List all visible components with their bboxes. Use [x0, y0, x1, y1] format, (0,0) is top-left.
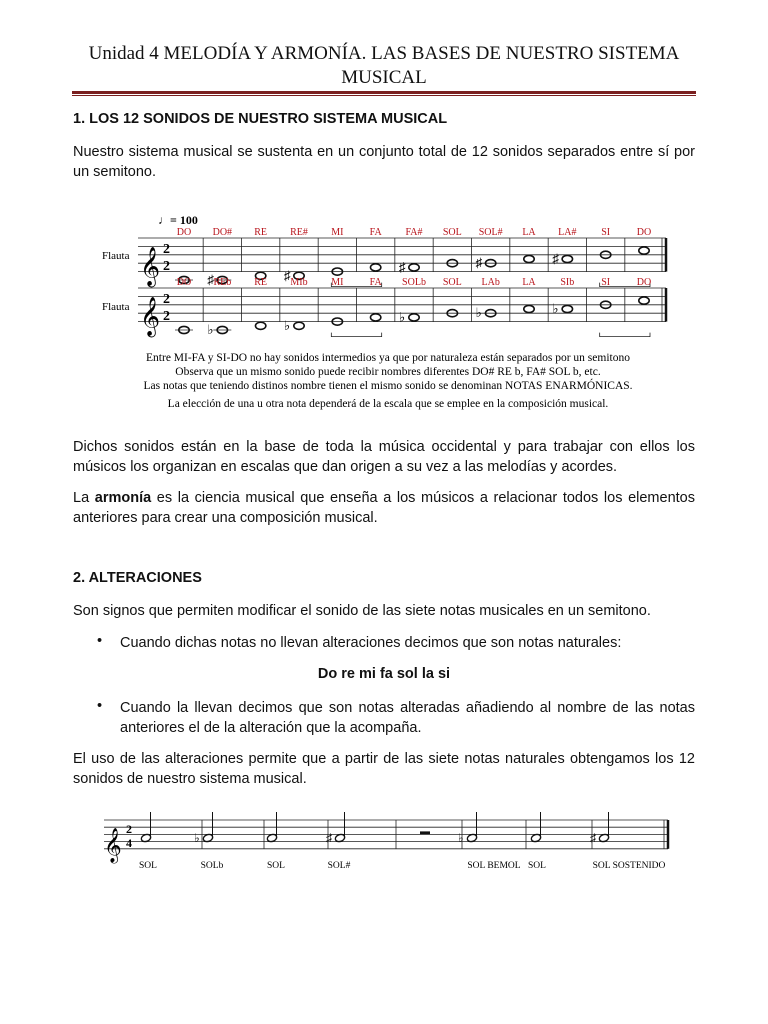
note-label: LA#: [558, 227, 577, 238]
note-label: SOLb: [200, 861, 224, 871]
accidental-icon: ♭: [475, 305, 482, 321]
armonia-term: armonía: [94, 490, 152, 506]
accidental-icon: ♭: [458, 831, 464, 845]
whole-note: [409, 264, 419, 271]
para-3-prefix: La: [73, 490, 95, 506]
note-label: RE#: [290, 227, 308, 238]
treble-clef-icon: 𝄞: [140, 248, 161, 286]
treble-clef-icon: 𝄞: [104, 828, 122, 862]
bullet-marker: •: [97, 698, 103, 714]
accidental-icon: ♭: [552, 301, 559, 316]
accidental-icon: ♯: [552, 251, 559, 266]
accidental-icon: ♯: [590, 831, 596, 845]
time-signature-top: 2: [163, 292, 170, 307]
bullet-marker: •: [97, 633, 103, 649]
note-label: DO#: [212, 227, 233, 238]
caption-line: Observa que un mismo sonido puede recibir nombres diferentes DO# RE b, FA# SOL b, etc.: [175, 366, 601, 378]
note-label: SOL BEMOL: [467, 861, 521, 871]
note-label: DO: [636, 277, 652, 288]
section2-heading: 2. ALTERACIONES: [73, 570, 202, 586]
note-label: SOLb: [402, 277, 426, 288]
tempo-mark: ♩= 100: [158, 213, 198, 227]
whole-note: [639, 297, 649, 304]
accidental-icon: ♭: [284, 317, 291, 333]
semitone-bracket: [331, 333, 381, 337]
accidental-icon: ♭: [399, 309, 406, 325]
natural-notes: Do re mi fa sol la si: [317, 666, 451, 682]
title-rule-thin: [72, 95, 696, 96]
note-label: FA#: [405, 227, 423, 238]
accidental-icon: ♯: [284, 267, 291, 283]
note-label: DO: [176, 277, 192, 288]
note-label: SIb: [560, 277, 575, 288]
note-label: FA: [369, 277, 382, 288]
whole-note: [370, 264, 380, 271]
note-label: MI: [331, 227, 344, 238]
note-label: MIb: [290, 277, 308, 288]
para-3-suffix: es la ciencia musical que enseña a los músicos a relacionar todos los elementos anteriores para crear una composición musical.: [73, 490, 695, 526]
accidental-icon: ♯: [207, 272, 214, 287]
section1-para: Nuestro sistema musical se sustenta en un conjunto total de 12 sonidos separados entre sí por un semitono.: [73, 144, 695, 180]
half-rest-icon: [420, 831, 430, 834]
whole-note: [639, 247, 649, 254]
note-label: SOL SOSTENIDO: [592, 861, 666, 871]
whole-note: [562, 255, 572, 262]
note-label: LA: [522, 227, 536, 238]
semitone-bracket: [600, 333, 650, 337]
note-label: SOL#: [478, 227, 503, 238]
section2-para-2: El uso de las alteraciones permite que a partir de las siete notas naturales obtengamos los 12 sonidos de nuestro sistema musical.: [73, 751, 695, 787]
page-title: Unidad 4 MELODÍA Y ARMONÍA. LAS BASES DE NUESTRO SISTEMA MUSICAL: [88, 43, 680, 88]
title-rule: [72, 91, 696, 94]
time-signature-top: 2: [163, 242, 170, 257]
note-label: DO: [176, 227, 192, 238]
bullet-2: Cuando la llevan decimos que son notas alteradas añadiendo al nombre de las notas anteriores el de la alteración que la acompaña.: [120, 700, 695, 736]
para-3: [73, 488, 695, 528]
note-label: SOL: [528, 861, 546, 871]
accidental-icon: ♯: [475, 255, 483, 271]
whole-note: [255, 322, 265, 329]
whole-note: [370, 314, 380, 321]
bullet-1: Cuando dichas notas no llevan alteraciones decimos que son notas naturales:: [120, 635, 622, 651]
para-2: Dichos sonidos están en la base de toda la música occidental y para trabajar con ellos los músicos los organizan en escalas que dan origen a su vez a las melodías y acordes.: [73, 439, 695, 475]
section2-para: Son signos que permiten modificar el sonido de las siete notas musicales en un semitono.: [73, 603, 651, 619]
accidental-icon: ♯: [326, 831, 332, 845]
section1-heading: 1. LOS 12 SONIDOS DE NUESTRO SISTEMA MUSICAL: [73, 111, 448, 127]
accidental-icon: ♭: [194, 831, 200, 845]
score-caption: [143, 352, 632, 410]
instrument-label-1: Flauta: [102, 250, 130, 262]
whole-note: [409, 314, 419, 321]
caption-line: La elección de una u otra nota dependerá de la escala que se emplee en la composición musical.: [167, 398, 609, 410]
note-label: LA: [522, 277, 536, 288]
note-label: RE: [254, 277, 268, 288]
note-label: SOL: [442, 227, 462, 238]
note-label: SI: [601, 277, 611, 288]
accidental-icon: ♯: [399, 259, 406, 275]
whole-note: [294, 322, 304, 329]
time-signature-bottom: 4: [126, 836, 132, 850]
caption-line: Entre MI-FA y SI-DO no hay sonidos intermedios ya que por naturaleza están separados por un semitono: [146, 352, 630, 364]
score-alterations: [96, 812, 680, 876]
note-label: FA: [369, 227, 382, 238]
note-label: MI: [331, 277, 344, 288]
note-label: SOL: [442, 277, 462, 288]
whole-note: [562, 305, 572, 312]
note-label: REb: [213, 277, 232, 288]
note-label: SOL: [139, 861, 157, 871]
time-signature-bottom: 2: [163, 259, 170, 274]
time-signature-top: 2: [126, 822, 132, 836]
caption-line: Las notas que teniendo distinos nombre tienen el mismo sonido se denominan NOTAS ENARMÓNICAS.: [143, 380, 633, 392]
note-label: RE: [254, 227, 268, 238]
note-label: DO: [636, 227, 652, 238]
instrument-label-2: Flauta: [102, 301, 130, 313]
note-label: LAb: [481, 277, 500, 288]
whole-note: [524, 255, 534, 262]
time-signature-bottom: 2: [163, 309, 170, 324]
score-chromatic: [96, 208, 680, 414]
accidental-icon: ♭: [207, 322, 214, 337]
note-label: SI: [601, 227, 611, 238]
whole-note: [524, 305, 534, 312]
note-label: SOL: [267, 861, 285, 871]
note-label: SOL#: [327, 861, 351, 871]
treble-clef-icon: 𝄞: [140, 298, 161, 336]
